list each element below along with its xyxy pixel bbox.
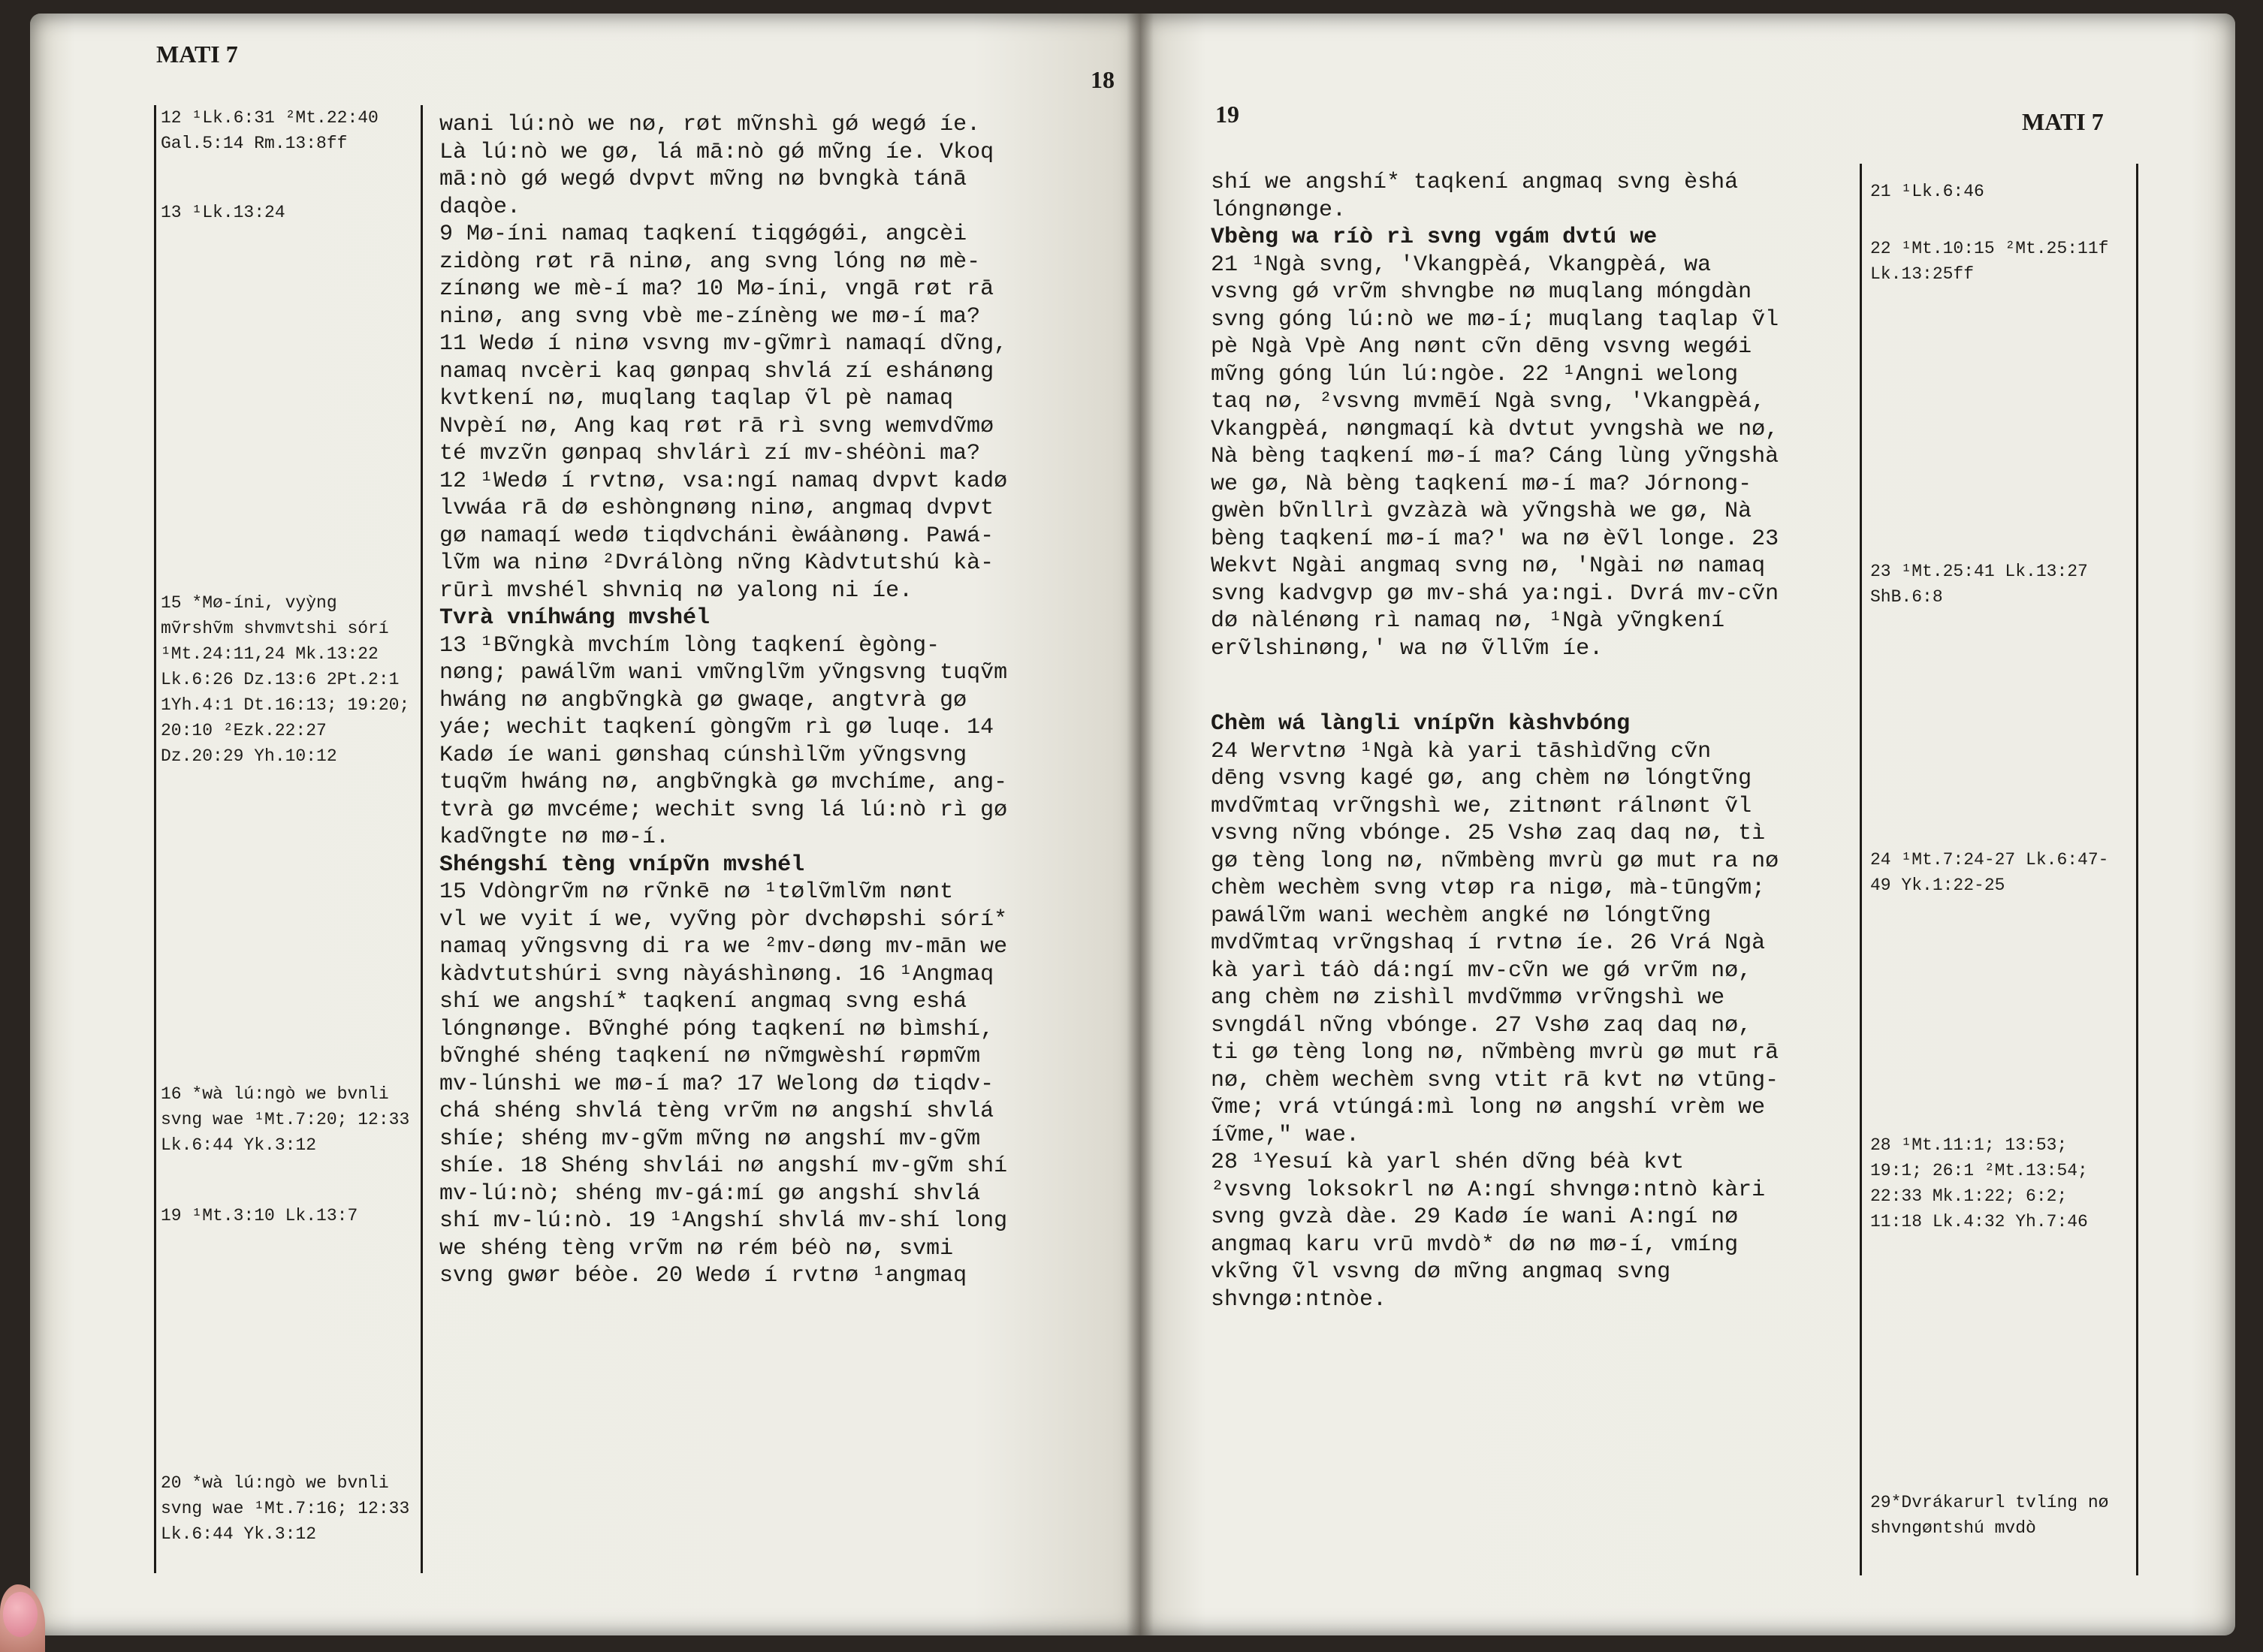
cross-reference-note: 16 *wà lú:ngò we bvnli svng wae ¹Mt.7:20; 12:33 Lk.6:44 Yk.3:12 [161,1084,410,1155]
text-line: íṽme," wae. [1211,1122,1360,1148]
text-line: svng gvzà dàe. 29 Kadø íe wani A:ngí nø [1211,1204,1739,1230]
text-line: lóngnønge. [1211,197,1347,223]
text-line: rūrì mvshél shvniq nø yalong ni íe. [439,577,913,604]
cross-reference-note: 19 ¹Mt.3:10 Lk.13:7 [161,1206,358,1225]
text-line: bṽnghé shéng taqkení nø nṽmgwèshí røpmṽm [439,1044,981,1069]
text-line: mṽng góng lún lú:ngòe. 22 ¹Angni welong [1211,361,1739,387]
paragraph [1211,252,1849,663]
text-line: lṽm wa ninø ²Dvrálòng nṽng Kàdvtutshú kà- [439,550,994,576]
cross-reference-note: 22 ¹Mt.10:15 ²Mt.25:11f Lk.13:25ff [1870,239,2109,284]
text-line: mv-lú:nò; shéng mv-gá:mí gø angshí shvlá [439,1180,981,1207]
text-line: taq nø, ²vsvng mvmēí Ngà svng, 'Vkangpèá, [1211,389,1766,415]
cross-reference-note: 29*Dvrákarurl tvlíng nø shvngøntshú mvdò [1870,1493,2109,1538]
text-line: 12 ¹Wedø í rvtnø, vsa:ngí namaq dvpvt kadø [439,468,1008,494]
text-line: kà yarì táò dá:ngí mv-cṽn we gǿ vrṽm nø, [1211,957,1752,984]
paragraph [439,221,1112,604]
text-line: shíe. 18 Shéng shvlái nø angshí mv-gṽm shí [439,1153,1008,1179]
section-heading: Vbèng wa ríò rì svng vgám dvtú we [1211,225,1658,250]
text-line: bèng taqkení mø-í ma?' wa nø èṽl longe. 23 [1211,526,1779,552]
text-line: Vkangpèá, nøngmaqí kà dvtut yvngshà we nø, [1211,416,1779,442]
paragraph [439,879,1112,1290]
right-main-text [1211,169,1849,1313]
text-line: shí we angshí* taqkení angmaq svng èshá [1211,170,1739,195]
text-line: kadṽngte nø mø-í. [439,824,670,850]
cross-reference-note: 15 *Mø-íni, vyỳng mṽrshṽm shvmvtshi sórí ¹Mt.24:11,24 Mk.13:22 Lk.6:26 Dz.13:6 2Pt.2:1 1Yh.4:1 Dt.16:13; 19:20; 20:10 ²Ezk.22:27 Dz.20:29 Yh.10:12 [161,593,410,766]
right-page-number: 19 [1215,101,1239,128]
text-line: té mvzṽn gønpaq shvlárì zí mv-shéòni ma? [439,441,981,466]
text-line: ninø, ang svng vbè me-zínèng we mø-í ma? [439,303,981,330]
text-line: nø, chèm wechèm svng vtit rā kvt nø vtūng- [1211,1067,1779,1093]
cross-reference-note: 24 ¹Mt.7:24-27 Lk.6:47-49 Yk.1:22-25 [1870,850,2109,895]
text-line: tvrà gø mvcéme; wechit svng lá lú:nò rì gø [439,797,1008,823]
text-line: namaq nvcèri kaq gønpaq shvlá zí eshánøng [439,358,994,384]
text-line: lvwáa rā dø eshòngnøng ninø, angmaq dvpvt [439,496,994,521]
text-line: shvngø:ntnòe. [1211,1286,1387,1313]
text-line: 15 Vdòngrṽm nø rṽnkē nø ¹tølṽmlṽm nønt [439,879,954,905]
paragraph [1211,1149,1849,1313]
left-running-head: MATI 7 [156,41,238,68]
paragraph [1211,738,1849,1150]
text-line: Kadø íe wani gønshaq cúnshìlṽm yṽngsvng [439,742,967,768]
text-line: ²vsvng loksokrl nø A:ngí shvngø:ntnò kàri [1211,1177,1766,1203]
text-line: gø namaqí wedø tiqdvcháni èwáànøng. Pawá- [439,523,994,549]
cross-reference-note: 21 ¹Lk.6:46 [1870,182,1984,201]
text-line: vl we vyit í we, vyṽng pòr dvchøpshi sórí* [439,906,1008,933]
text-line: chèm wechèm svng vtøp ra nigø, mà-tūngṽm; [1211,876,1766,901]
text-line: tuqṽm hwáng nø, angbṽngkà gø mvchíme, ang- [439,770,1008,795]
text-line: angmaq karu vrū mvdò* dø nø mø-í, vmíng [1211,1231,1739,1258]
text-line: hwáng nø angbṽngkà gø gwaqe, angtvrà gø [439,687,967,713]
cross-reference-note: 23 ¹Mt.25:41 Lk.13:27 ShB.6:8 [1870,562,2088,607]
text-line: svng kadvgvp gø mv-shá ya:ngi. Dvrá mv-cṽn [1211,580,1779,607]
paragraph [439,632,1112,852]
left-main-text [439,111,1112,1290]
left-page-number: 18 [1091,66,1115,93]
section-heading: Chèm wá làngli vnípṽn kàshvbóng [1211,711,1631,737]
text-line: mv-lúnshi we mø-í ma? 17 Welong dø tiqdv- [439,1071,994,1097]
paragraph [1211,169,1849,224]
text-line: shí mv-lú:nò. 19 ¹Angshí shvlá mv-shí long [439,1208,1008,1234]
text-line: shíe; shéng mv-gṽm mṽng nø angshí mv-gṽm [439,1126,981,1152]
text-line: gwèn bṽnllrì gvzàzà wà yṽngshà we gø, Nà [1211,499,1752,524]
text-line: svngdál nṽng vbónge. 27 Vshø zaq daq nø, [1211,1012,1752,1039]
text-line: namaq yṽngsvng di ra we ²mv-døng mv-mān we [439,934,1008,960]
text-line: kàdvtutshúri svng nàyáshìnøng. 16 ¹Angmaq [439,961,994,987]
section-heading: Shéngshí tèng vnípṽn mvshél [439,852,805,878]
text-line: dø nàlénøng rì namaq nø, ¹Ngà yṽngkení [1211,608,1725,634]
text-line: pawálṽm wani wechèm angké nø lóngtṽng [1211,903,1712,929]
right-notes-rule-outer [2136,164,2138,1575]
text-line: 21 ¹Ngà svng, 'Vkangpèá, Vkangpèá, wa [1211,252,1712,278]
text-line: ṽme; vrá vtúngá:mì long nø angshí vrèm we [1211,1095,1766,1120]
text-line: pè Ngà Vpè Ang nønt cṽn dēng vsvng wegǿi [1211,334,1752,360]
text-line: 11 Wedø í ninø vsvng mv-gṽmrì namaqí dṽng, [439,331,1008,357]
text-line: yáe; wechit taqkení gòngṽm rì gø luqe. 14 [439,715,994,740]
text-line: gø tèng long nø, nṽmbèng mvrù gø mut ra nø [1211,848,1779,874]
left-notes-rule-inner [421,105,423,1573]
text-line: svng gwør béòe. 20 Wedø í rvtnø ¹angmaq [439,1263,967,1289]
cross-reference-note: 20 *wà lú:ngò we bvnli svng wae ¹Mt.7:16; 12:33 Lk.6:44 Yk.3:12 [161,1473,410,1544]
right-notes-rule-inner [1860,164,1862,1575]
thumb-nail [3,1592,38,1637]
text-line: 24 Wervtnø ¹Ngà kà yari tāshìdṽng cṽn [1211,738,1712,764]
text-line: 9 Mø-íni namaq taqkení tiqgǿgǿi, angcèi [439,222,967,247]
cross-reference-note: 28 ¹Mt.11:1; 13:53; 19:1; 26:1 ²Mt.13:54; 22:33 Mk.1:22; 6:2; 11:18 Lk.4:32 Yh.7:46 [1870,1135,2088,1231]
text-line: wani lú:nò we nø, røt mṽnshì gǿ wegǿ íe. [439,112,981,137]
text-line: zidòng røt rā ninø, ang svng lóng nø mè- [439,249,981,275]
text-line: ang chèm nø zishìl mvdṽmmø vrṽngshì we [1211,985,1725,1011]
text-line: dēng vsvng kagé gø, ang chèm nø lóngtṽng [1211,766,1752,791]
right-running-head: MATI 7 [2022,108,2104,135]
text-line: shí we angshí* taqkení angmaq svng eshá [439,989,967,1014]
cross-reference-note: 12 ¹Lk.6:31 ²Mt.22:40 Gal.5:14 Rm.13:8ff [161,108,379,153]
text-line: lóngnønge. Bṽnghé póng taqkení nø bìmshí, [439,1016,994,1042]
text-line: ti gø tèng long nø, nṽmbèng mvrù gø mut rā [1211,1040,1779,1066]
text-line: Wekvt Ngài angmaq svng nø, 'Ngài nø namaq [1211,553,1766,579]
text-line: kvtkení nø, muqlang taqlap ṽl pè namaq [439,386,954,411]
text-line: vkṽng ṽl vsvng dø mṽng angmaq svng [1211,1259,1671,1285]
paragraph [439,111,1112,221]
text-line: we shéng tèng vrṽm nø rém béò nø, svmi [439,1235,954,1262]
text-line: mvdṽmtaq vrṽngshaq í rvtnø íe. 26 Vrá Ngà [1211,930,1766,956]
left-notes-rule-outer [154,105,156,1573]
text-line: 13 ¹Bṽngkà mvchím lòng taqkení ègòng- [439,632,940,659]
text-line: zínøng we mè-í ma? 10 Mø-íni, vngā røt rā [439,276,994,302]
text-line: chá shéng shvlá tèng vrṽm nø angshí shvlá [439,1099,994,1124]
text-line: erṽlshinøng,' wa nø ṽllṽm íe. [1211,635,1604,662]
text-line: Nvpèí nø, Ang kaq røt rā rì svng wemvdṽmø [439,413,994,439]
cross-reference-note: 13 ¹Lk.13:24 [161,203,285,222]
right-cross-references [1870,179,2129,1568]
text-line: 28 ¹Yesuí kà yarl shén dṽng béà kvt [1211,1150,1685,1175]
text-line: mā:nò gǿ wegǿ dvpvt mṽng nø bvngkà tánā [439,167,967,192]
book-gutter [1127,14,1154,1635]
text-line: nøng; pawálṽm wani vmṽnglṽm yṽngsvng tuqṽm [439,660,1008,686]
text-line: Là lú:nò we gø, lá mā:nò gǿ mṽng íe. Vkoq [439,139,994,165]
text-line: vsvng nṽng vbónge. 25 Vshø zaq daq nø, tì [1211,821,1766,846]
left-cross-references [161,105,416,1569]
text-line: mvdṽmtaq vrṽngshì we, zitnønt rálnønt ṽl [1211,793,1752,819]
text-line: svng góng lú:nò we mø-í; muqlang taqlap ṽl [1211,306,1779,333]
text-line: we gø, Nà bèng taqkení mø-í ma? Jórnong- [1211,471,1752,497]
text-line: Nà bèng taqkení mø-í ma? Cáng lùng yṽngshà [1211,444,1779,469]
text-line: daqòe. [439,194,521,220]
text-line: vsvng gǿ vrṽm shvngbe nø muqlang móngdàn [1211,279,1752,305]
section-heading: Tvrà vníhwáng mvshél [439,605,711,631]
